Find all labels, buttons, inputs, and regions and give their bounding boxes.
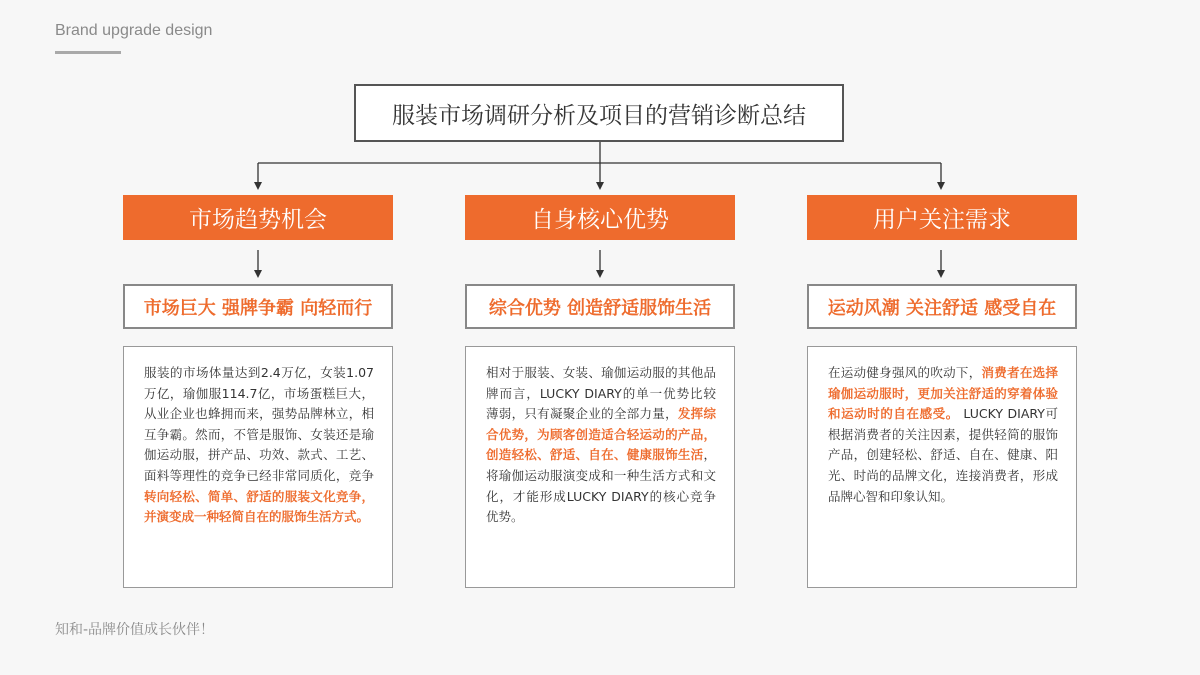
body-highlight: 消费者在选择瑜伽运动服时，更加关注舒适的穿着体验和运动时的自在感受。 [828, 365, 1058, 422]
column-body-user-needs [807, 346, 1077, 588]
column-sub-user-needs: 运动风潮 关注舒适 感受自在 [807, 284, 1077, 329]
column-head-core-advantage: 自身核心优势 [465, 195, 735, 240]
column-head-market-trend: 市场趋势机会 [123, 195, 393, 240]
column-head-user-needs: 用户关注需求 [807, 195, 1077, 240]
body-highlight: 发挥综合优势，为顾客创造适合轻运动的产品，创造轻松、舒适、自在、健康服饰生活 [486, 406, 716, 463]
column-body-market-trend [123, 346, 393, 588]
column-body-core-advantage [465, 346, 735, 588]
diagram-title: 服装市场调研分析及项目的营销诊断总结 [354, 84, 844, 142]
footer-slogan: 知和-品牌价值成长伙伴！ [55, 622, 215, 638]
body-highlight: 转向轻松、简单、舒适的服装文化竞争，并演变成一种轻简自在的服饰生活方式。 [144, 488, 374, 525]
body-text: 在运动健身强风的吹动下， [828, 365, 982, 380]
body-text: 相对于服装、女装、瑜伽运动服的其他品牌而言，LUCKY DIARY的单一优势比较薄弱，只有凝聚企业的全部力量， [486, 365, 716, 422]
body-text-after: ，将瑜伽运动服演变成和一种生活方式和文化，才能形成LUCKY DIARY的核心竞争优势。 [486, 447, 716, 525]
column-sub-market-trend: 市场巨大 强牌争霸 向轻而行 [123, 284, 393, 329]
brand-tagline: Brand upgrade design [55, 22, 213, 39]
body-text: 服装的市场体量达到2.4万亿，女装1.07万亿，瑜伽服114.7亿，市场蛋糕巨大，从业企业也蜂拥而来，强势品牌林立，相互争霸。然而，不管是服饰、女装还是瑜伽运动服，拼产品、功效、款式、工艺、面料等理性的竞争已经非常同质化，竞争 [144, 365, 374, 483]
body-text-after: LUCKY DIARY可根据消费者的关注因素，提供轻简的服饰产品，创建轻松、舒适、自在、健康、阳光、时尚的品牌文化，连接消费者，形成品牌心智和印象认知。 [828, 406, 1058, 504]
column-sub-core-advantage: 综合优势 创造舒适服饰生活 [465, 284, 735, 329]
